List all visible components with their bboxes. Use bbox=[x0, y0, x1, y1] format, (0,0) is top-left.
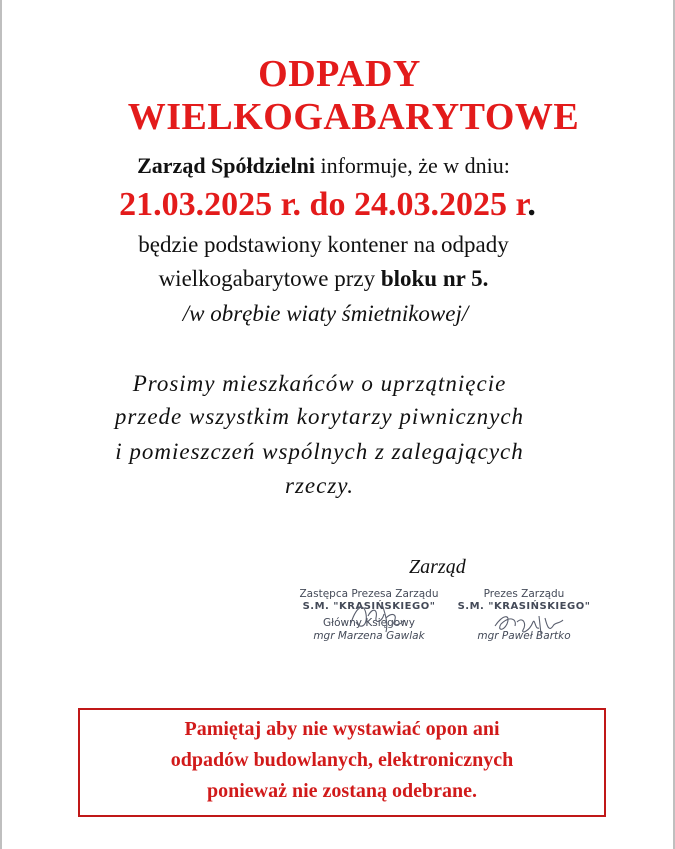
warning-line-1: Pamiętaj aby nie wystawiać opon ani bbox=[184, 718, 500, 740]
intro-line bbox=[0, 153, 661, 179]
body-line-3: /w obrębie wiaty śmietnikowej/ bbox=[182, 301, 469, 326]
body-line-2 bbox=[0, 266, 661, 292]
warning-box bbox=[78, 708, 606, 817]
title-line-1: ODPADY bbox=[258, 53, 421, 95]
request-line-4: rzeczy. bbox=[285, 473, 354, 498]
stamp-left-org: S.M. "KRASIŃSKIEGO" bbox=[302, 601, 436, 612]
warning-line-3: ponieważ nie zostaną odebrane. bbox=[207, 780, 477, 802]
stamp-left-subrole: Główny Księgowy bbox=[323, 617, 415, 629]
intro-rest: informuje, że w dniu: bbox=[314, 153, 510, 178]
stamp-right-name: mgr Paweł Bartko bbox=[477, 630, 571, 642]
request-line-3: i pomieszczeń wspólnych z zalegających bbox=[115, 439, 524, 464]
board-label: Zarząd bbox=[409, 556, 466, 578]
stamp-left-name: mgr Marzena Gawlak bbox=[313, 630, 425, 642]
intro-bold: Zarząd Spółdzielni bbox=[137, 153, 315, 178]
stamp-left-role: Zastępca Prezesa Zarządu bbox=[299, 588, 439, 600]
title-line-2: WIELKOGABARYTOWE bbox=[127, 96, 580, 138]
warning-line-2: odpadów budowlanych, elektronicznych bbox=[170, 749, 514, 771]
stamp-right-org: S.M. "KRASIŃSKIEGO" bbox=[457, 601, 591, 612]
body-line-1: będzie podstawiony kontener na odpady bbox=[138, 232, 509, 257]
date-range bbox=[0, 186, 665, 224]
stamp-vice-president bbox=[294, 588, 444, 643]
date-range-end: . bbox=[527, 186, 536, 223]
request-line-1: Prosimy mieszkańców o uprzątnięcie bbox=[132, 371, 507, 396]
body-line-2-start: wielkogabarytowe przy bbox=[158, 266, 381, 291]
date-range-text: 21.03.2025 r. do 24.03.2025 r bbox=[119, 186, 528, 223]
body-line-2-bold: bloku nr 5. bbox=[380, 266, 489, 291]
stamp-right-spacer bbox=[454, 617, 594, 630]
request-line-2: przede wszystkim korytarzy piwnicznych bbox=[114, 404, 525, 429]
stamp-president bbox=[454, 588, 594, 643]
stamp-right-role: Prezes Zarządu bbox=[483, 588, 565, 600]
